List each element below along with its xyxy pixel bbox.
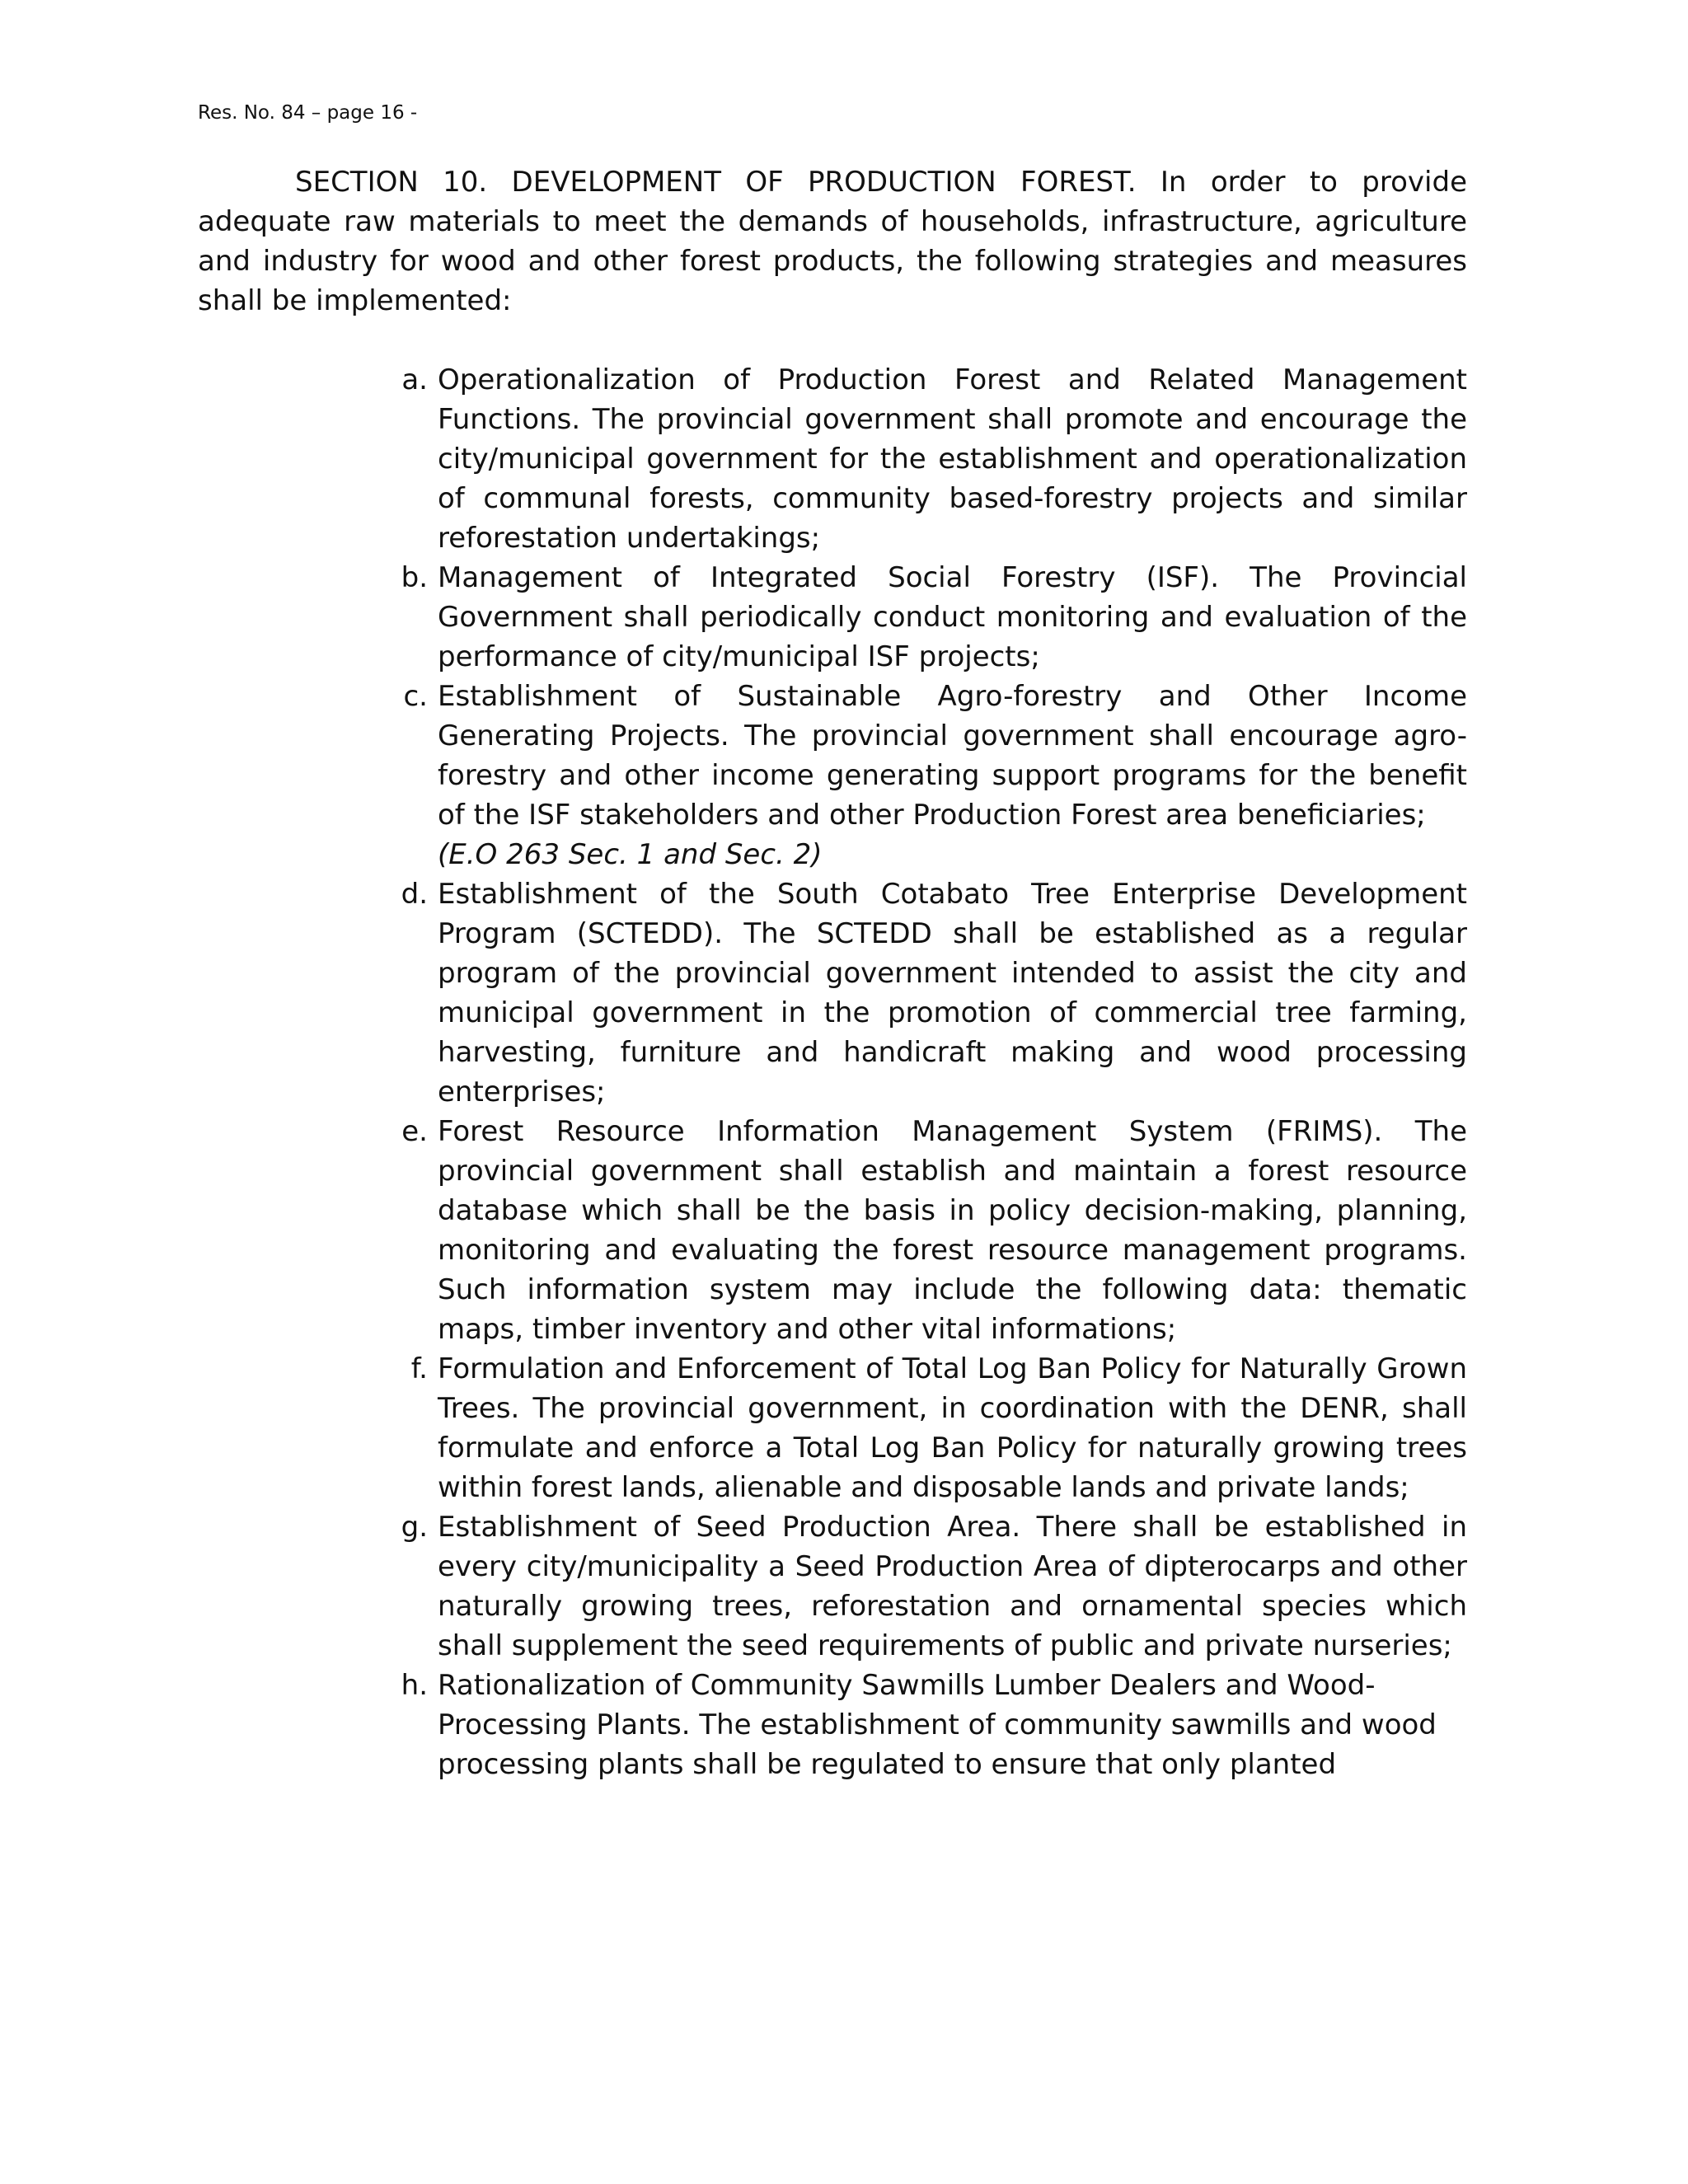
strategies-list bbox=[387, 360, 1467, 1784]
item-letter: f. bbox=[410, 1352, 428, 1385]
item-text: Operationalization of Production Forest and Related Management Functions. The provincial government shall promote and encourage the city/municipal government for the establishment and operationalization of communal forests, community based-forestry projects and similar reforestation undertakings; bbox=[438, 363, 1467, 555]
item-body bbox=[436, 677, 1467, 874]
list-item-e bbox=[387, 1112, 1467, 1349]
item-letter: g. bbox=[401, 1511, 428, 1544]
item-letter: b. bbox=[401, 561, 428, 594]
item-letter: a. bbox=[401, 363, 428, 396]
item-letter: d. bbox=[401, 878, 428, 911]
list-item-b bbox=[387, 558, 1467, 677]
item-text: Establishment of Sustainable Agro-forestry and Other Income Generating Projects. The provincial government shall encourage agro-forestry and other income generating support programs for the benefit of the ISF stakeholders and other Production Forest area beneficiaries; bbox=[438, 680, 1467, 832]
page-header: Res. No. 84 – page 16 - bbox=[198, 102, 418, 124]
list-item-d bbox=[387, 874, 1467, 1112]
item-text: Establishment of the South Cotabato Tree Enterprise Development Program (SCTEDD). The SCTEDD shall be established as a regular program of the provincial government intended to assist the city and municipal government in the promotion of commercial tree farming, harvesting, furniture and handicraft making and wood processing enterprises; bbox=[438, 878, 1467, 1108]
item-letter: e. bbox=[401, 1115, 428, 1148]
list-item-c bbox=[387, 677, 1467, 874]
item-letter: c. bbox=[403, 680, 428, 713]
item-letter: h. bbox=[401, 1669, 428, 1702]
item-text: Formulation and Enforcement of Total Log Ban Policy for Naturally Grown Trees. The provincial government, in coordination with the DENR, shall formulate and enforce a Total Log Ban Policy for naturally growing trees within forest lands, alienable and disposable lands and private lands; bbox=[438, 1352, 1467, 1504]
section-10-paragraph: SECTION 10. DEVELOPMENT OF PRODUCTION FOREST. In order to provide adequate raw materials to meet the demands of households, infrastructure, agriculture and industry for wood and other forest products, the following strategies and measures shall be implemented: bbox=[198, 166, 1467, 317]
list-item-g bbox=[387, 1507, 1467, 1666]
item-text: Establishment of Seed Production Area. There shall be established in every city/municipality a Seed Production Area of dipterocarps and other naturally growing trees, reforestation and ornamental species which shall supplement the seed requirements of public and private nurseries; bbox=[438, 1511, 1467, 1662]
list-item-a bbox=[387, 360, 1467, 558]
item-text: Rationalization of Community Sawmills Lumber Dealers and Wood-Processing Plants. The establishment of community sawmills and wood processing plants shall be regulated to ensure that only planted bbox=[438, 1669, 1437, 1781]
item-text: Management of Integrated Social Forestry (ISF). The Provincial Government shall periodically conduct monitoring and evaluation of the performance of city/municipal ISF projects; bbox=[438, 561, 1467, 673]
list-item-h bbox=[387, 1666, 1467, 1784]
item-citation: (E.O 263 Sec. 1 and Sec. 2) bbox=[438, 838, 823, 871]
item-text: Forest Resource Information Management System (FRIMS). The provincial government shall establish and maintain a forest resource database which shall be the basis in policy decision-making, planning, monitoring and evaluating the forest resource management programs. Such information system may include the following data: thematic maps, timber inventory and other vital informations; bbox=[438, 1115, 1467, 1346]
list-item-f bbox=[387, 1349, 1467, 1507]
